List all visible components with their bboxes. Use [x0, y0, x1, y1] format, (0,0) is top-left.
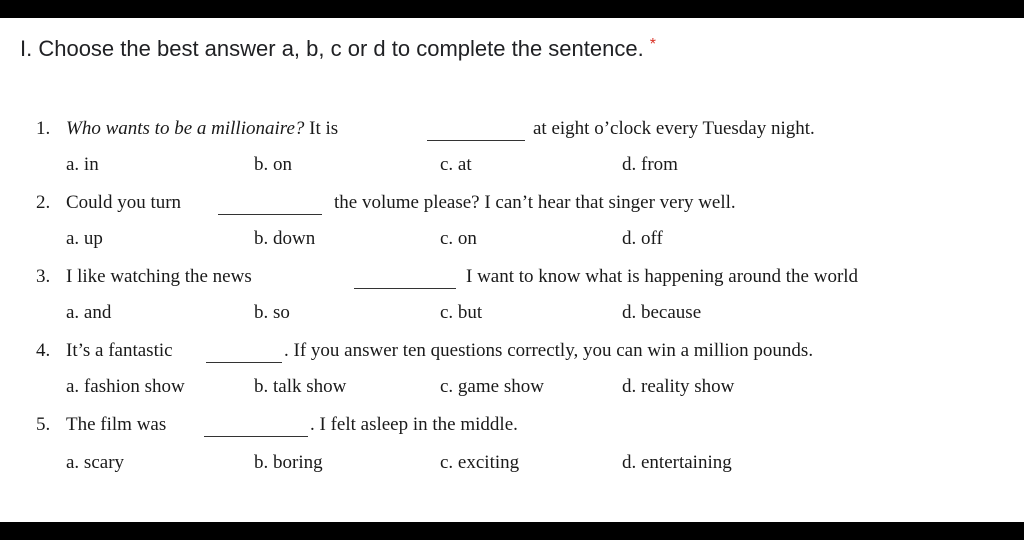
question-1-stem-end: at eight o’clock every Tuesday night. — [533, 118, 815, 139]
question-5-option-b: b. boring — [254, 452, 323, 473]
question-2-option-d: d. off — [622, 228, 663, 249]
question-2-option-a: a. up — [66, 228, 103, 249]
question-5-number: 5. — [36, 414, 51, 435]
question-3-option-c: c. but — [440, 302, 483, 323]
question-4-option-b: b. talk show — [254, 376, 347, 397]
question-4-option-a: a. fashion show — [66, 376, 185, 397]
worksheet-page — [0, 18, 1024, 522]
question-1-option-d: d. from — [622, 154, 678, 175]
question-5-stem-start: The film was — [66, 414, 167, 435]
question-3-stem-start: I like watching the news — [66, 266, 252, 287]
question-3-number: 3. — [36, 266, 51, 287]
question-3-option-a: a. and — [66, 302, 112, 323]
question-4-number: 4. — [36, 340, 51, 361]
question-1-stem-start — [66, 118, 338, 140]
question-5-option-d: d. entertaining — [622, 452, 732, 473]
question-5-option-a: a. scary — [66, 452, 125, 473]
question-2-stem-start: Could you turn — [66, 192, 182, 213]
question-5-blank — [204, 436, 308, 437]
question-2-option-b: b. down — [254, 228, 316, 249]
question-1-italic-text: Who wants to be a millionaire? — [66, 118, 305, 139]
page-title — [20, 36, 656, 62]
question-3-option-b: b. so — [254, 302, 290, 323]
question-4-option-c: c. game show — [440, 376, 544, 397]
question-4-blank — [206, 362, 282, 363]
question-1-option-b: b. on — [254, 154, 292, 175]
question-4-stem-end: . If you answer ten questions correctly, you can win a million pounds. — [284, 340, 814, 361]
question-2-number: 2. — [36, 192, 51, 213]
heading-text: I. Choose the best answer a, b, c or d to complete the sentence. — [20, 36, 644, 61]
question-4-option-d: d. reality show — [622, 376, 735, 397]
question-1-stem-a: It is — [304, 118, 339, 139]
question-3-stem-end: I want to know what is happening around the world — [466, 266, 859, 287]
question-1-option-a: a. in — [66, 154, 99, 175]
question-5-stem-end: . I felt asleep in the middle. — [310, 414, 518, 435]
question-2-stem-end: the volume please? I can’t hear that singer very well. — [334, 192, 736, 213]
question-1-blank — [427, 140, 525, 141]
question-1-number: 1. — [36, 118, 51, 139]
question-2-blank — [218, 214, 322, 215]
question-5-option-c: c. exciting — [440, 452, 520, 473]
required-asterisk: * — [649, 36, 656, 53]
question-3-blank — [354, 288, 456, 289]
question-2-option-c: c. on — [440, 228, 477, 249]
question-4-stem-start: It’s a fantastic — [66, 340, 173, 361]
question-3-option-d: d. because — [622, 302, 702, 323]
question-1-option-c: c. at — [440, 154, 472, 175]
